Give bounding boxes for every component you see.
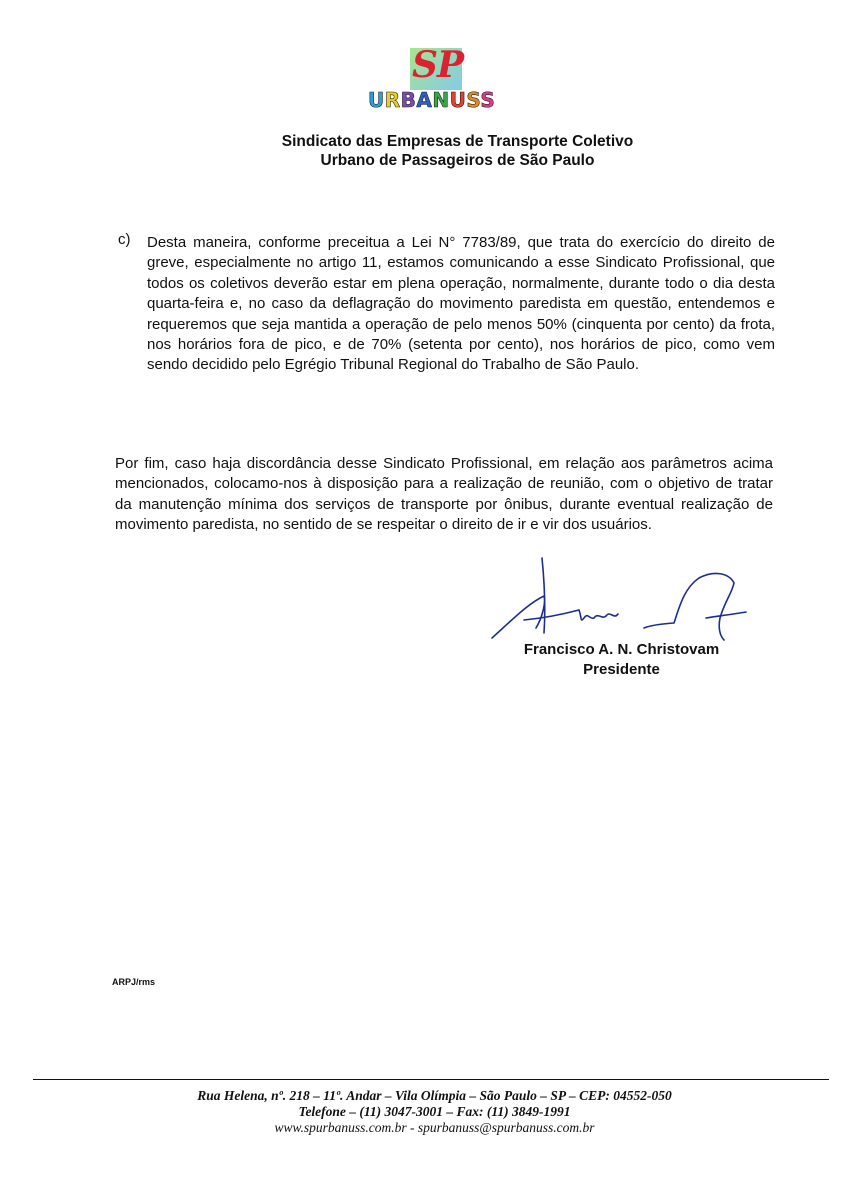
logo-letter: A [416,88,433,112]
logo-wordmark [368,88,495,112]
footer [0,1088,849,1136]
item-marker: c) [118,231,131,248]
organization-name-line-1: Sindicato das Empresas de Transporte Coletivo [281,133,634,150]
signatory-block [0,640,849,680]
logo-letter: S [466,88,481,112]
footer-address: Rua Helena, nº. 218 – 11º. Andar – Vila Olímpia – São Paulo – SP – CEP: 04552-050 [197,1088,672,1103]
footer-phones: Telefone – (11) 3047-3001 – Fax: (11) 3849-1991 [298,1104,571,1119]
signatory-title: Presidente [583,661,660,678]
logo-letter: S [480,88,496,112]
closing-paragraph: Por fim, caso haja discordância desse Sindicato Profissional, em relação aos parâmetros acima mencionados, colocamo-nos à disposição para a realização de reunião, com o objetivo de tratar da manutenção mínima dos serviços de transporte por ônibus, durante eventual realização de movimento paredista, no sentido de se respeitar o direito de ir e vir dos usuários. [115,455,773,534]
logo-letter: U [368,88,385,112]
logo-sp-text: SP [412,44,464,86]
logo-letter: N [432,88,450,112]
footer-web-email: www.spurbanuss.com.br - spurbanuss@spurbanuss.com.br [274,1120,595,1135]
spurbanuss-logo [368,44,504,114]
signatory-name: Francisco A. N. Christovam [523,641,720,658]
organization-name-line-2: Urbano de Passageiros de São Paulo [320,152,595,169]
item-c-paragraph: Desta maneira, conforme preceitua a Lei N° 7783/89, que trata do exercício do direito de greve, especialmente no artigo 11, estamos comunicando a esse Sindicato Profissional, que todos os coletivos deverão estar em plena operação, normalmente, durante todo o dia desta quarta-feira e, no caso da deflagração do movimento paredista em questão, entendemos e requeremos que seja mantida a operação de pelo menos 50% (cinquenta por cento) da frota, nos horários fora de pico, e de 70% (setenta por cento), nos horários de pico, como vem sendo decidido pelo Egrégio Tribunal Regional do Trabalho de São Paulo. [147,234,775,374]
logo-letter: B [400,88,417,112]
logo-letter: U [449,88,467,112]
reference-initials: ARPJ/rms [112,977,156,987]
organization-header [0,132,849,170]
logo-letter: R [384,88,401,112]
footer-divider [33,1079,829,1080]
